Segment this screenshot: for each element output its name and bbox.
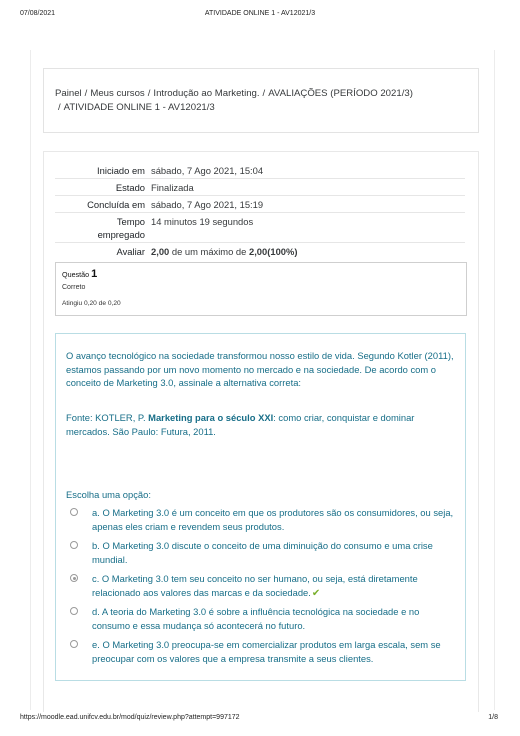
grade-paren-open: ( xyxy=(267,246,271,257)
option-letter: a. xyxy=(92,507,100,518)
question-number xyxy=(62,268,97,280)
print-page-number: 1/8 xyxy=(488,714,498,721)
answer-option-d[interactable] xyxy=(66,605,456,632)
breadcrumb-separator: / xyxy=(58,101,61,113)
answer-option-e[interactable] xyxy=(66,638,456,665)
summary-row-completed xyxy=(55,196,465,213)
option-letter: e. xyxy=(92,639,100,650)
source-title: Marketing para o século XXI xyxy=(148,412,274,423)
option-letter: d. xyxy=(92,606,100,617)
breadcrumb xyxy=(55,87,465,114)
breadcrumb-item-painel[interactable]: Painel xyxy=(55,88,82,99)
breadcrumb-separator: / xyxy=(147,88,151,99)
question-info-box xyxy=(55,262,467,316)
breadcrumb-item-curso[interactable]: Introdução ao Marketing. xyxy=(153,88,260,99)
question-content-box xyxy=(55,333,466,681)
question-state: Correto xyxy=(62,284,86,291)
question-source xyxy=(66,411,454,438)
breadcrumb-item-atividade[interactable]: ATIVIDADE ONLINE 1 - AV12021/3 xyxy=(63,101,215,113)
option-text xyxy=(66,605,456,632)
radio-button-selected[interactable] xyxy=(70,574,78,582)
answer-option-a[interactable] xyxy=(66,506,456,533)
attempt-summary xyxy=(55,162,465,259)
question-number-value: 1 xyxy=(91,268,98,280)
breadcrumb-separator: / xyxy=(262,88,266,99)
grade-label: Avaliar xyxy=(116,246,145,257)
breadcrumb-card xyxy=(43,68,479,133)
breadcrumb-item-avaliacoes[interactable]: AVALIAÇÕES (PERÍODO 2021/3) xyxy=(268,88,413,99)
option-text xyxy=(66,572,456,600)
question-grade: Atingiu 0,20 de 0,20 xyxy=(62,300,121,307)
grade-score: 2,00 xyxy=(151,246,170,257)
radio-button[interactable] xyxy=(70,640,78,648)
print-date: 07/08/2021 xyxy=(20,10,56,17)
grade-max: 2,00 xyxy=(248,246,268,257)
time-label-line2: empregado xyxy=(97,229,145,240)
radio-button[interactable] xyxy=(70,541,78,549)
question-number-label: Questão xyxy=(62,270,90,279)
option-text xyxy=(66,638,456,665)
option-label: O Marketing 3.0 preocupa-se em comercializar produtos em larga escala, sem se preocupar com os valores que a empresa transmite a seus clientes. xyxy=(92,639,441,664)
state-label: Estado xyxy=(115,182,145,193)
radio-button[interactable] xyxy=(70,607,78,615)
time-value: 14 minutos 19 segundos xyxy=(151,216,254,227)
print-url: https://moodle.ead.unifcv.edu.br/mod/quiz/review.php?attempt=997172 xyxy=(20,714,240,721)
answer-option-b[interactable] xyxy=(66,539,456,566)
completed-value: sábado, 7 Ago 2021, 15:19 xyxy=(151,199,264,210)
completed-label: Concluída em xyxy=(87,199,145,210)
option-letter: b. xyxy=(92,540,100,551)
grade-value xyxy=(149,243,465,259)
started-label: Iniciado em xyxy=(97,165,145,176)
state-value: Finalizada xyxy=(151,182,194,193)
radio-button[interactable] xyxy=(70,508,78,516)
option-label: O Marketing 3.0 é um conceito em que os produtores são os consumidores, ou seja, apenas eles criam e revendem seus produtos. xyxy=(92,507,454,532)
summary-row-grade xyxy=(55,243,465,259)
print-title: ATIVIDADE ONLINE 1 - AV12021/3 xyxy=(204,10,316,17)
breadcrumb-separator: / xyxy=(84,88,88,99)
option-label: O Marketing 3.0 tem seu conceito no ser humano, ou seja, está diretamente relacionado aos valores das marcas e da sociedade. xyxy=(92,573,418,598)
time-label-line1: Tempo xyxy=(116,216,145,227)
option-letter: c. xyxy=(92,573,100,584)
time-label xyxy=(55,213,149,242)
summary-row-time xyxy=(55,213,465,243)
answer-prompt: Escolha uma opção: xyxy=(66,489,151,500)
question-text: O avanço tecnológico na sociedade transformou nosso estilo de vida. Segundo Kotler (2011), estamos passando por um novo momento no mercado e na sociedade. De acordo com o conceito de Marketing 3.0, assinale a alternativa correta: xyxy=(66,350,454,388)
grade-mid: de um máximo de xyxy=(169,246,249,257)
grade-paren-close: ) xyxy=(294,246,298,257)
grade-percent: 100% xyxy=(270,246,295,257)
breadcrumb-item-meus-cursos[interactable]: Meus cursos xyxy=(90,88,145,99)
answer-option-c[interactable] xyxy=(66,572,456,600)
source-suffix: : como criar, conquistar e dominar mercados. São Paulo: Futura, 2011. xyxy=(66,412,415,437)
option-text xyxy=(66,539,456,566)
option-label: A teoria do Marketing 3.0 é sobre a influência tecnológica na sociedade e no consumo e essa mudança só acontecerá no futuro. xyxy=(92,606,420,631)
option-label: O Marketing 3.0 discute o conceito de uma diminuição do consumo e uma crise mundial. xyxy=(92,540,433,565)
option-text xyxy=(66,506,456,533)
source-prefix: Fonte: KOTLER, P. xyxy=(66,412,149,423)
started-value: sábado, 7 Ago 2021, 15:04 xyxy=(151,165,264,176)
summary-row-started xyxy=(55,162,465,179)
summary-row-state xyxy=(55,179,465,196)
correct-check-icon: ✔ xyxy=(311,587,321,599)
